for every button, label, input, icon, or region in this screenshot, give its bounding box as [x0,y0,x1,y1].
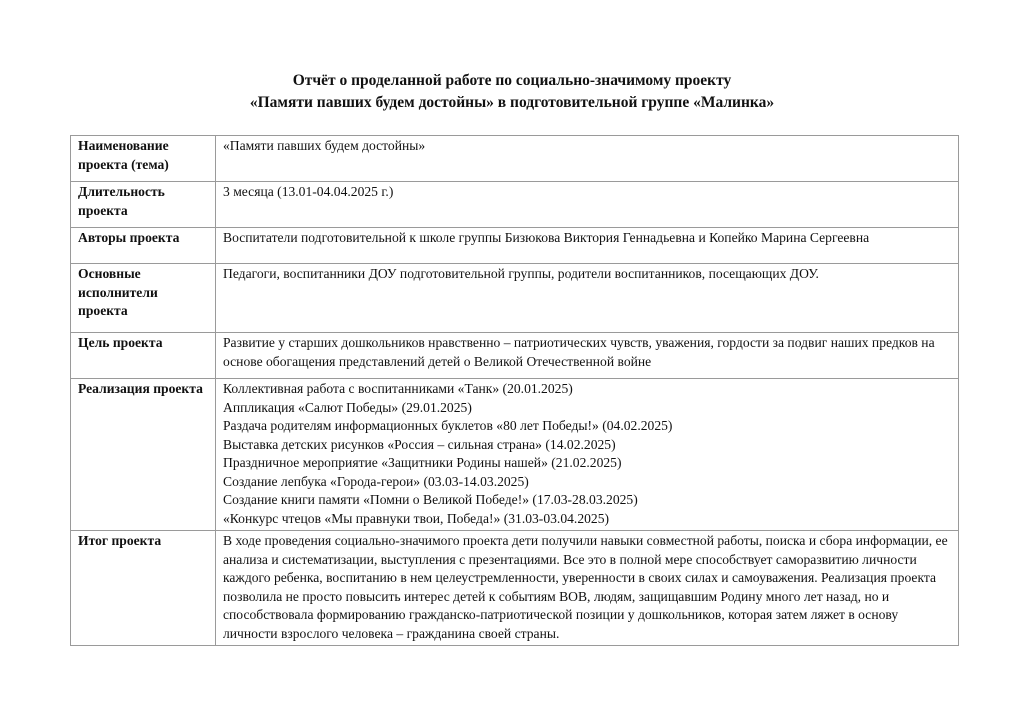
table-row-executors [71,264,959,333]
table-row-authors [71,228,959,264]
row-value: Воспитатели подготовительной к школе группы Бизюкова Виктория Геннадьевна и Копейко Марина Сергеевна [216,228,959,264]
activity-item: Праздничное мероприятие «Защитники Родины нашей» (21.02.2025) [223,455,622,470]
row-label: Реализация проекта [71,379,216,531]
row-label: Наименование проекта (тема) [71,136,216,182]
row-label: Длительность проекта [71,182,216,228]
activity-item: «Конкурс чтецов «Мы правнуки твои, Победа!» (31.03-03.04.2025) [223,510,610,526]
table-row-result [71,531,959,646]
table-row-realization [71,379,959,531]
row-label: Основные исполнители проекта [71,264,216,333]
table-row-theme [71,136,959,182]
activity-item: Раздача родителям информационных буклетов «80 лет Победы!» (04.02.2025) [223,418,673,433]
row-label: Цель проекта [71,333,216,379]
row-value: В ходе проведения социально-значимого проекта дети получили навыки совместной работы, поиска и сбора информации, ее анализа и систематизации, выступления с презентациями. Все это в полной мере способствует саморазвитию личности каждого ребенка, воспитанию в нем целеустремленности, уверенности в своих силах и самоуважения. Реализация проекта позволила не просто повысить интерес детей к событиям ВОВ, людям, защищавшим Родину много лет назад, но и способствовала формированию гражданско-патриотической позиции у дошкольников, которая затем ляжет в основу личности взрослого человека – гражданина своей страны. [216,531,959,646]
activity-item: Выставка детских рисунков «Россия – сильная страна» (14.02.2025) [223,436,616,452]
activity-item: Создание книги памяти «Помни о Великой Победе!» (17.03-28.03.2025) [223,492,638,507]
row-label: Итог проекта [71,531,216,646]
row-value: 3 месяца (13.01-04.04.2025 г.) [216,182,959,228]
row-value: «Памяти павших будем достойны» [216,136,959,182]
row-value: Педагоги, воспитанники ДОУ подготовительной группы, родители воспитанников, посещающих ДОУ. [216,264,959,333]
document-title [0,70,1024,114]
activity-item: Коллективная работа с воспитанниками «Танк» (20.01.2025) [223,381,573,396]
row-label: Авторы проекта [71,228,216,264]
title-line-2: «Памяти павших будем достойны» в подготовительной группе «Малинка» [249,94,775,111]
project-report-table [70,135,959,646]
activity-item: Аппликация «Салют Победы» (29.01.2025) [223,399,472,415]
row-value: Развитие у старших дошкольников нравственно – патриотических чувств, уважения, гордости за подвиг наших предков на основе обогащения представлений детей о Великой Отечественной войне [216,333,959,379]
title-line-1: Отчёт о проделанной работе по социально-значимому проекту [292,72,732,89]
activities-list [216,379,959,531]
table-row-goal [71,333,959,379]
table-row-duration [71,182,959,228]
activity-item: Создание лепбука «Города-герои» (03.03-14.03.2025) [223,473,529,489]
